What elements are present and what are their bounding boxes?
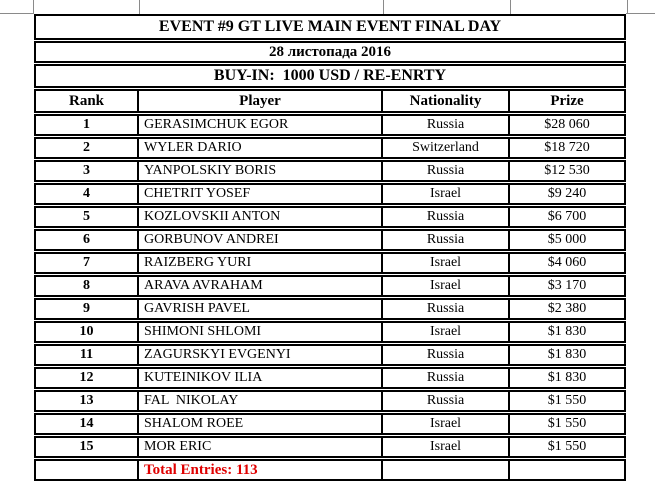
rank-cell[interactable]: 13 (36, 392, 139, 410)
nationality-cell[interactable]: Russia (383, 162, 510, 180)
rank-cell[interactable]: 12 (36, 369, 139, 387)
margin-gridline-vertical (627, 0, 628, 14)
prize-cell[interactable]: $9 240 (547, 186, 587, 201)
table-row (34, 390, 626, 412)
nationality-cell[interactable]: Israel (383, 185, 510, 203)
table-row (34, 160, 626, 182)
empty-nationality-cell[interactable] (383, 461, 510, 479)
total-entries-cell[interactable]: Total Entries: 113 (139, 461, 383, 479)
margin-gridline-vertical (139, 0, 140, 14)
player-cell[interactable]: ARAVA AVRAHAM (139, 277, 383, 295)
total-entries-row (34, 459, 626, 481)
nationality-cell[interactable]: Israel (383, 415, 510, 433)
rank-cell[interactable]: 2 (36, 139, 139, 157)
rank-cell[interactable]: 8 (36, 277, 139, 295)
prize-cell[interactable]: $3 170 (547, 278, 587, 293)
nationality-cell[interactable]: Israel (383, 323, 510, 341)
margin-gridline-vertical (33, 0, 34, 14)
margin-gridline-vertical (383, 0, 384, 14)
nationality-cell[interactable]: Russia (383, 300, 510, 318)
prize-cell[interactable]: $6 700 (547, 209, 587, 224)
prize-cell[interactable]: $28 060 (544, 117, 590, 132)
column-header-row (34, 89, 626, 113)
prize-cell[interactable]: $1 550 (547, 393, 587, 408)
table-row (34, 298, 626, 320)
table-row (34, 275, 626, 297)
results-table (34, 14, 626, 481)
player-cell[interactable]: KOZLOVSKII ANTON (139, 208, 383, 226)
rank-cell[interactable]: 5 (36, 208, 139, 226)
table-row (34, 321, 626, 343)
margin-gridline-vertical (510, 0, 511, 14)
prize-cell[interactable]: $4 060 (547, 255, 587, 270)
player-cell[interactable]: GERASIMCHUK EGOR (139, 116, 383, 134)
nationality-cell[interactable]: Russia (383, 208, 510, 226)
table-row (34, 252, 626, 274)
rank-cell[interactable]: 7 (36, 254, 139, 272)
rank-column-header[interactable]: Rank (36, 91, 139, 111)
event-date-cell[interactable]: 28 листопада 2016 (34, 41, 626, 63)
table-row (34, 114, 626, 136)
table-row (34, 367, 626, 389)
nationality-cell[interactable]: Israel (383, 254, 510, 272)
player-cell[interactable]: RAIZBERG YURI (139, 254, 383, 272)
player-cell[interactable]: GORBUNOV ANDREI (139, 231, 383, 249)
player-cell[interactable]: ZAGURSKYI EVGENYI (139, 346, 383, 364)
nationality-cell[interactable]: Russia (383, 116, 510, 134)
rank-cell[interactable]: 15 (36, 438, 139, 456)
prize-cell[interactable]: $2 380 (547, 301, 587, 316)
nationality-cell[interactable]: Switzerland (383, 139, 510, 157)
prize-cell[interactable]: $18 720 (544, 140, 590, 155)
nationality-cell[interactable]: Israel (383, 277, 510, 295)
rank-cell[interactable]: 6 (36, 231, 139, 249)
player-cell[interactable]: FAL NIKOLAY (139, 392, 383, 410)
rank-cell[interactable]: 3 (36, 162, 139, 180)
table-row (34, 137, 626, 159)
rank-cell[interactable]: 4 (36, 185, 139, 203)
player-cell[interactable]: KUTEINIKOV ILIA (139, 369, 383, 387)
player-column-header[interactable]: Player (139, 91, 383, 111)
event-title-cell[interactable]: EVENT #9 GT LIVE MAIN EVENT FINAL DAY (34, 14, 626, 40)
rank-cell[interactable]: 11 (36, 346, 139, 364)
empty-rank-cell[interactable] (36, 461, 139, 479)
player-cell[interactable]: GAVRISH PAVEL (139, 300, 383, 318)
table-row (34, 436, 626, 458)
player-cell[interactable]: MOR ERIC (139, 438, 383, 456)
table-row (34, 344, 626, 366)
rank-cell[interactable]: 10 (36, 323, 139, 341)
player-cell[interactable]: YANPOLSKIY BORIS (139, 162, 383, 180)
player-cell[interactable]: SHALOM ROEE (139, 415, 383, 433)
buyin-cell[interactable]: BUY-IN: 1000 USD / RE-ENRTY (34, 64, 626, 88)
empty-prize-cell[interactable] (510, 461, 624, 479)
prize-cell[interactable]: $5 000 (547, 232, 587, 247)
table-row (34, 413, 626, 435)
nationality-cell[interactable]: Russia (383, 392, 510, 410)
prize-cell[interactable]: $12 530 (544, 163, 590, 178)
nationality-cell[interactable]: Russia (383, 346, 510, 364)
nationality-cell[interactable]: Russia (383, 369, 510, 387)
rank-cell[interactable]: 14 (36, 415, 139, 433)
table-row (34, 206, 626, 228)
nationality-cell[interactable]: Israel (383, 438, 510, 456)
prize-cell[interactable]: $1 550 (547, 416, 587, 431)
rank-cell[interactable]: 9 (36, 300, 139, 318)
margin-gridline-horizontal-left (0, 13, 34, 14)
player-cell[interactable]: CHETRIT YOSEF (139, 185, 383, 203)
nationality-cell[interactable]: Russia (383, 231, 510, 249)
rank-cell[interactable]: 1 (36, 116, 139, 134)
prize-cell[interactable]: $1 830 (547, 324, 587, 339)
table-row (34, 183, 626, 205)
prize-cell[interactable]: $1 830 (547, 347, 587, 362)
player-cell[interactable]: SHIMONI SHLOMI (139, 323, 383, 341)
prize-cell[interactable]: $1 550 (547, 439, 587, 454)
nationality-column-header[interactable]: Nationality (383, 91, 510, 111)
table-row (34, 229, 626, 251)
player-cell[interactable]: WYLER DARIO (139, 139, 383, 157)
prize-cell[interactable]: $1 830 (547, 370, 587, 385)
margin-gridline-horizontal-right (626, 13, 655, 14)
prize-column-header[interactable]: Prize (550, 92, 584, 109)
